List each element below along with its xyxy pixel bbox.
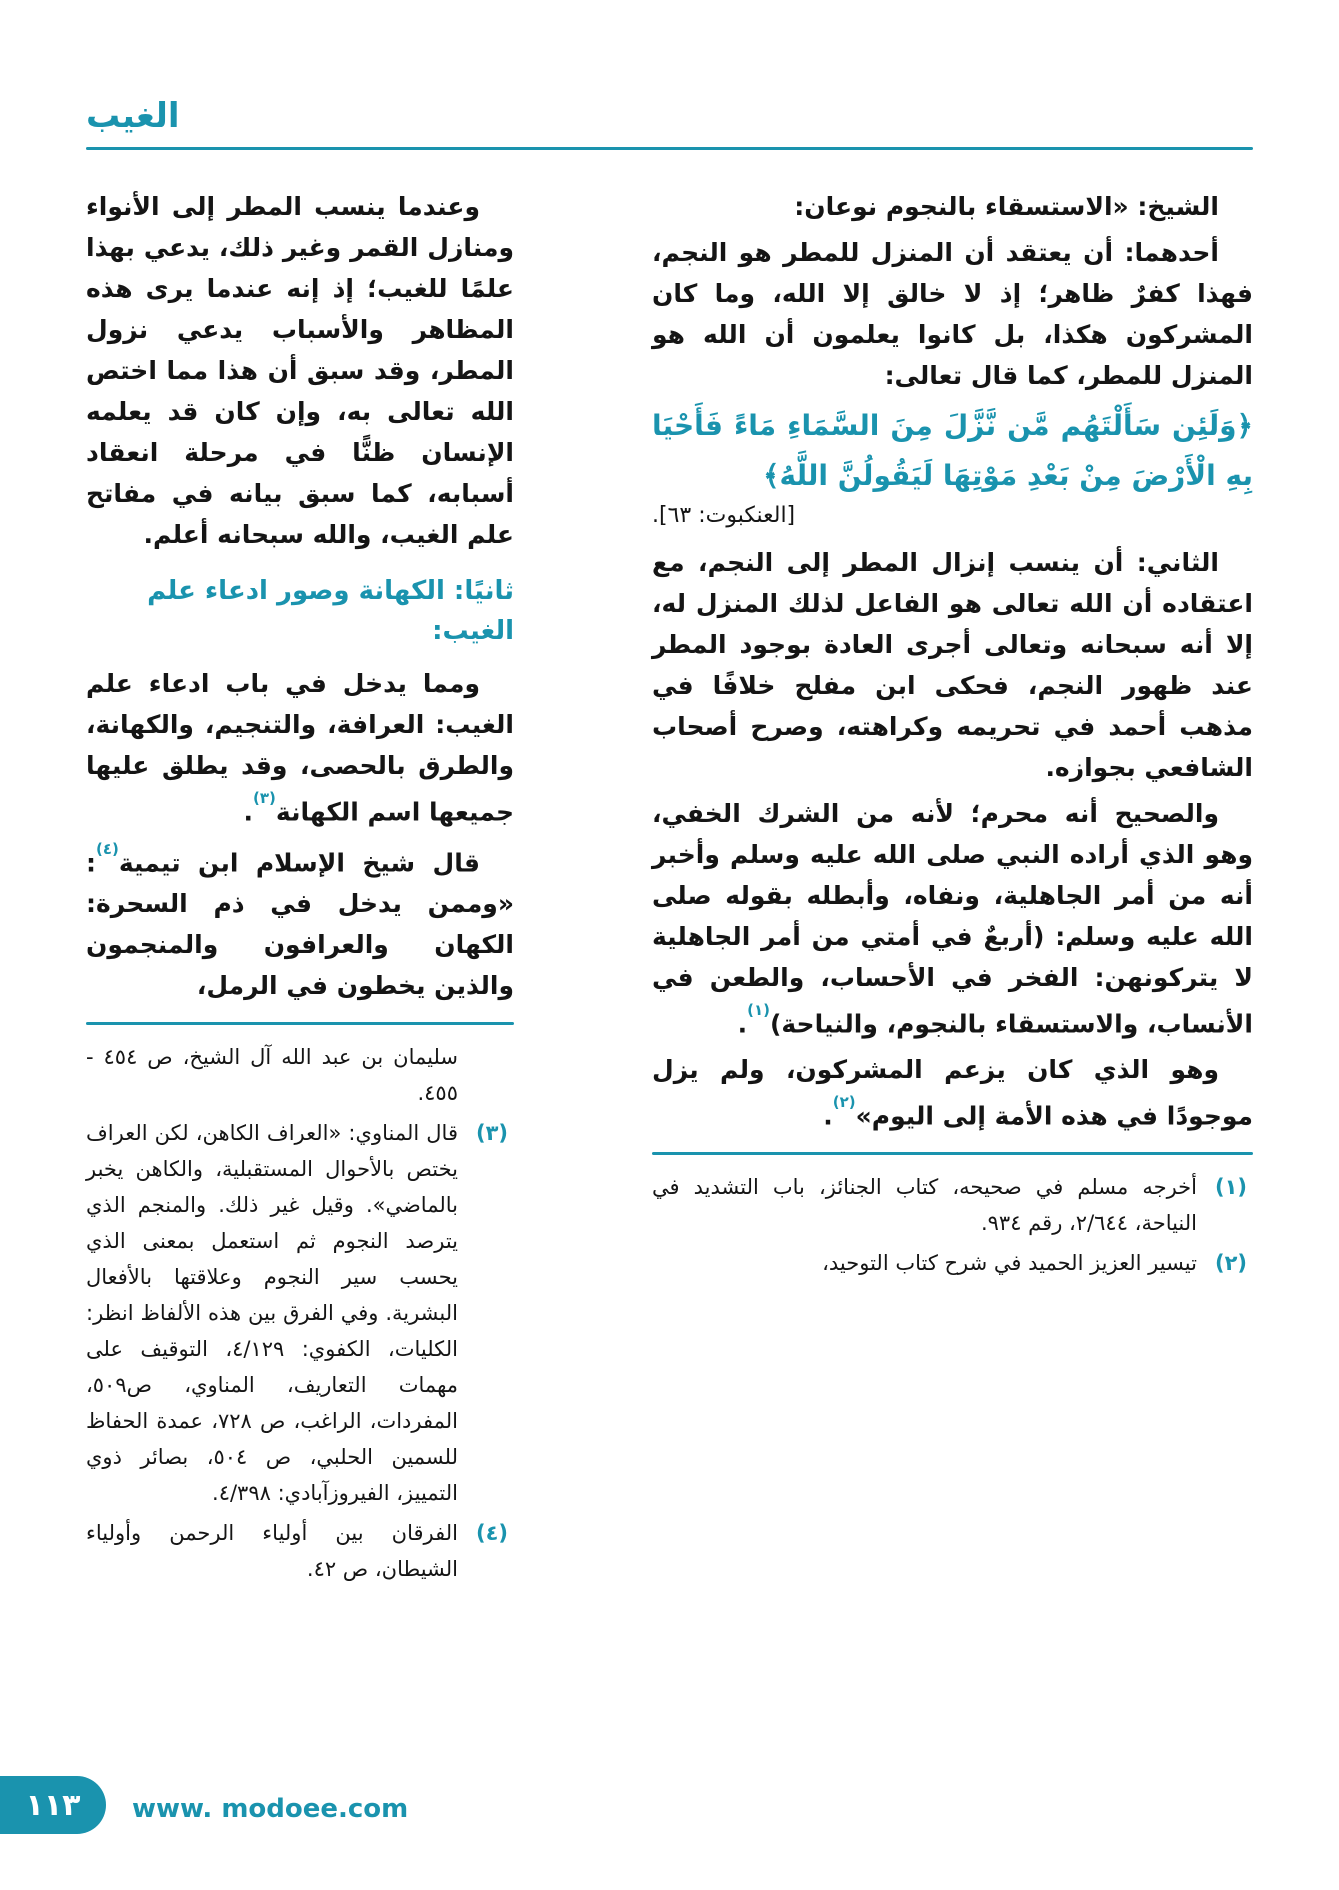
- footnote-text: قال المناوي: «العراف الكاهن، لكن العراف يختص بالأحوال المستقبلية، والكاهن يخبر بالماضي». وقيل غير ذلك. والمنجم الذي يترصد النجوم ثم استعمل بمعنى الذي يحسب سير النجوم وعلاقتها بالأفعال البشرية. وفي الفرق بين هذه الألفاظ انظر: الكليات، الكفوي: ٤/١٢٩، التوقيف على مهمات التعاريف، المناوي، ص٥٠٩، المفردات، الراغب، ص ٧٢٨، عمدة الحفاظ للسمين الحلبي، ص ٥٠٤، بصائر ذوي التمييز، الفيروزآبادي: ٤/٣٩٨.: [86, 1120, 458, 1505]
- page-title: الغيب: [86, 96, 180, 136]
- first-type-paragraph: أحدهما: أن يعتقد أن المنزل للمطر هو النجم، فهذا كفرٌ ظاهر؛ إذ لا خالق إلا الله، وما كان المشركون هكذا، بل كانوا يعلمون أن الله هو المنزل للمطر، كما قال تعالى:: [652, 237, 1253, 390]
- footnote-text: تيسير العزيز الحميد في شرح كتاب التوحيد،: [822, 1250, 1197, 1275]
- ibn-taymiyya-text-after: : «وممن يدخل في ذم السحرة: الكهان والعرافون والمنجمون والذين يخطون في الرمل،: [86, 848, 514, 1001]
- shaykh-intro-paragraph: الشيخ: «الاستسقاء بالنجوم نوعان:: [794, 191, 1219, 221]
- footnote-separator: [652, 1152, 1253, 1155]
- closing-text: وهو الذي كان يزعم المشركون، ولم يزل موجودًا في هذه الأمة إلى اليوم»: [652, 1055, 1253, 1131]
- footnote-ref-3: (٣): [253, 788, 276, 807]
- footnote-ref-1: (١): [747, 1000, 770, 1019]
- second-type-paragraph: الثاني: أن ينسب إنزال المطر إلى النجم، مع اعتقاده أن الله تعالى هو الفاعل لذلك المنزل له، إلا أنه سبحانه وتعالى أجرى العادة بوجود المطر عند ظهور النجم، فحكى ابن مفلح خلافًا في مذهب أحمد في تحريمه وكراهته، وصرح أصحاب الشافعي بجوازه.: [652, 547, 1253, 782]
- page-number: ١١٣: [25, 1787, 81, 1823]
- section-heading-kahana: ثانيًا: الكهانة وصور ادعاء علم الغيب:: [147, 575, 514, 646]
- ruling-text: والصحيح أنه محرم؛ لأنه من الشرك الخفي، وهو الذي أراده النبي صلى الله عليه وسلم وأخبر أنه من أمر الجاهلية، ونفاه، وأبطله بقوله صلى الله عليه وسلم: (أربعٌ في أمتي من أمر الجاهلية لا يتركونهن: الفخر في الأحساب، والطعن في الأنساب، والاستسقاء بالنجوم، والنياحة): [652, 798, 1253, 1039]
- ibn-taymiyya-paragraph: [86, 837, 514, 1006]
- footnote-number: (٤): [475, 1520, 508, 1545]
- footnote-separator: [86, 1022, 514, 1025]
- ibn-taymiyya-text-before: قال شيخ الإسلام ابن تيمية: [118, 848, 480, 878]
- kahana-text: ومما يدخل في باب ادعاء علم الغيب: العرافة، والتنجيم، والكهانة، والطرق بالحصى، وقد يطلق عليها جميعها اسم الكهانة: [86, 668, 514, 827]
- footnote-ref-4: (٤): [96, 840, 119, 859]
- website-text: www. modoee.com: [132, 1794, 409, 1824]
- column-primary: [652, 186, 1253, 1285]
- footnote-number: (١): [1214, 1174, 1247, 1199]
- footnote-number: (٣): [475, 1120, 508, 1145]
- closing-period: .: [823, 1101, 833, 1131]
- footnote-ref-2: (٢): [832, 1093, 856, 1112]
- header-divider: [86, 147, 1253, 150]
- footnote-3: [86, 1115, 514, 1511]
- anwa-paragraph: وعندما ينسب المطر إلى الأنواء ومنازل القمر وغير ذلك، يدعي بهذا علمًا للغيب؛ إذ إنه عندما يرى هذه المظاهر والأسباب يدعي نزول المطر، وقد سبق أن هذا مما اختص الله تعالى به، وإن كان قد يعلمه الإنسان ظنًّا في مرحلة انعقاد أسبابه، كما سبق بيانه في مفاتح علم الغيب، والله سبحانه أعلم.: [86, 191, 514, 549]
- footnote-continuation: [86, 1039, 514, 1111]
- quran-verse: ﴿وَلَئِن سَأَلْتَهُم مَّن نَّزَّلَ مِنَ السَّمَاءِ مَاءً فَأَحْيَا بِهِ الْأَرْضَ مِنْ بَعْدِ مَوْتِهَا لَيَقُولُنَّ اللَّهُ﴾: [652, 408, 1253, 492]
- column-secondary: [86, 186, 514, 1591]
- ruling-paragraph: [652, 793, 1253, 1044]
- footnote-text: الفرقان بين أولياء الرحمن وأولياء الشيطان، ص ٤٢.: [86, 1520, 458, 1581]
- kahana-paragraph: [86, 663, 514, 832]
- footnote-2: [652, 1245, 1253, 1281]
- quran-citation: [العنكبوت: ٦٣].: [652, 502, 796, 528]
- footnote-text: أخرجه مسلم في صحيحه، كتاب الجنائز، باب التشديد في النياحة، ٢/٦٤٤، رقم ٩٣٤.: [652, 1174, 1197, 1235]
- footnote-4: [86, 1515, 514, 1587]
- kahana-period: .: [243, 797, 254, 827]
- two-column-content: [86, 186, 1253, 1591]
- ruling-period: .: [737, 1009, 748, 1039]
- closing-paragraph: [652, 1049, 1253, 1136]
- page-header: [86, 96, 1253, 150]
- footnote-number: (٢): [1214, 1250, 1247, 1275]
- footnote-1: [652, 1169, 1253, 1241]
- page-number-tab: [0, 1776, 106, 1834]
- footnote-text: سليمان بن عبد الله آل الشيخ، ص ٤٥٤ - ٤٥٥.: [86, 1044, 458, 1105]
